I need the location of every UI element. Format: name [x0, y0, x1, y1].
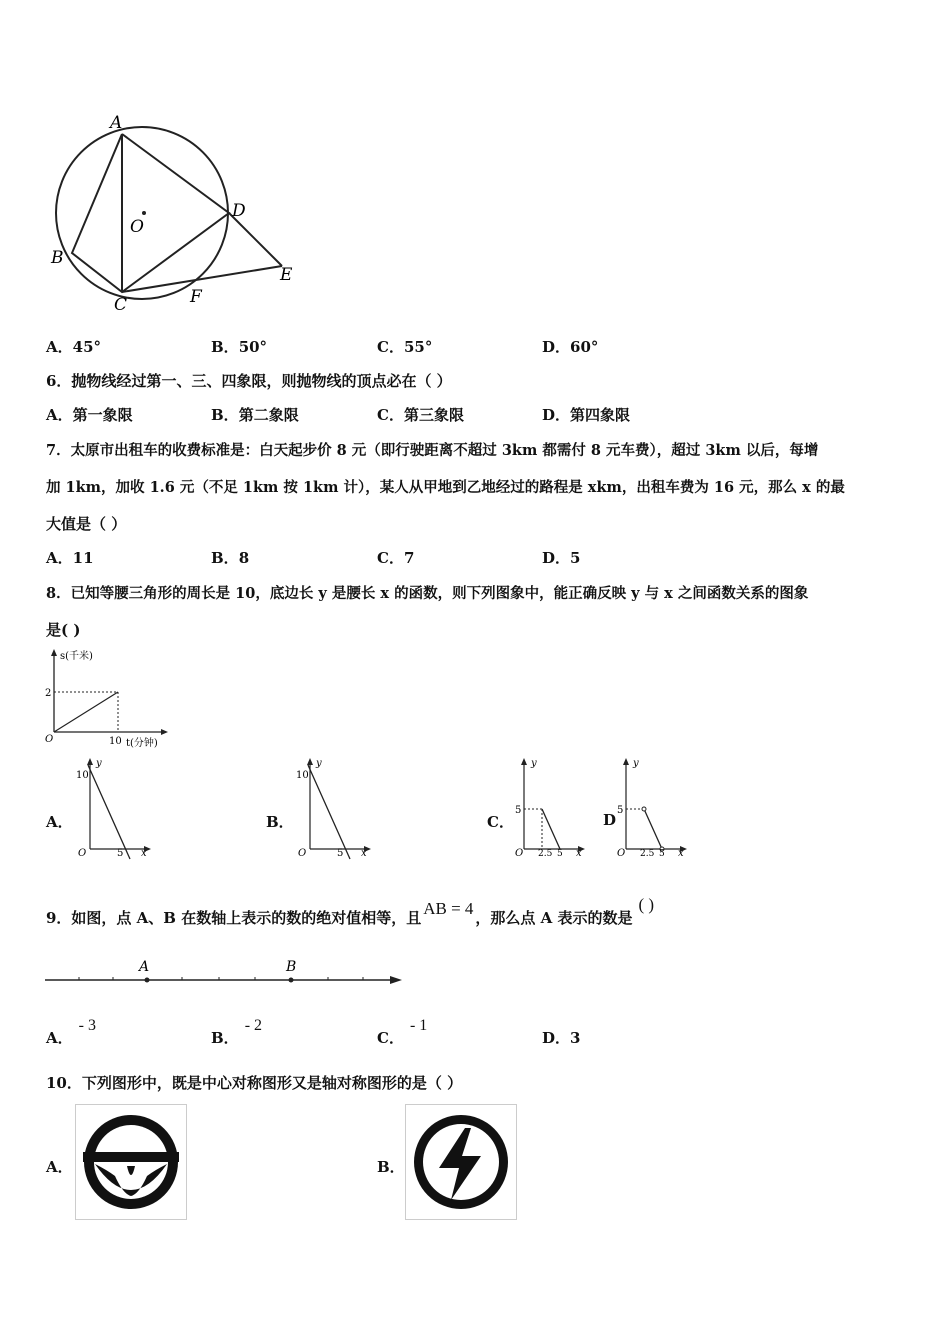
label-C: C — [114, 295, 128, 315]
svg-text:x: x — [361, 848, 367, 859]
ref-xtick: 10 — [109, 736, 122, 747]
q10-stem: 10．下列图形中，既是中心对称图形又是轴对称图形的是（ ） — [46, 1074, 463, 1092]
q8-option-a-graph[interactable] — [72, 755, 157, 860]
svg-text:x: x — [141, 848, 147, 859]
svg-text:x: x — [678, 848, 684, 859]
label-E: E — [280, 265, 293, 285]
emblem-icon[interactable] — [75, 1104, 187, 1220]
point-B-label: B — [286, 959, 297, 975]
q7-option-a[interactable]: A．11 — [46, 549, 94, 567]
q5-circle-figure — [40, 110, 310, 315]
svg-text:y: y — [531, 758, 537, 769]
q8-reference-graph — [40, 647, 175, 750]
q9-stem: 9．如图，点 A、B 在数轴上表示的数的绝对值相等，且 AB = 4 ，那么点 A 表示的数是( ) — [46, 895, 655, 927]
q10-option-a-label[interactable]: A． — [46, 1158, 73, 1176]
q8-stem-line2: 是( ) — [46, 621, 81, 639]
label-O: O — [130, 217, 144, 237]
q5-option-c[interactable]: C．55° — [377, 338, 433, 356]
q7-stem-line1: 7．太原市出租车的收费标准是：白天起步价 8 元（即行驶距离不超过 3km 都需付 8 元车费），超过 3km 以后，每增 — [46, 442, 819, 459]
svg-text:5: 5 — [337, 848, 344, 859]
svg-text:O: O — [515, 848, 524, 859]
q8-option-b-label[interactable]: B． — [266, 813, 294, 831]
svg-text:5: 5 — [617, 805, 624, 816]
ref-origin: O — [45, 734, 54, 745]
label-A: A — [110, 113, 123, 133]
q9-number-line — [40, 955, 410, 995]
svg-text:O: O — [78, 848, 87, 859]
q8-stem-line1: 8．已知等腰三角形的周长是 10，底边长 y 是腰长 x 的函数，则下列图象中，能正确反映 y 与 x 之间函数关系的图象 — [46, 585, 809, 602]
q8-option-d-graph[interactable] — [612, 755, 692, 860]
svg-text:y: y — [316, 758, 322, 769]
svg-text:O: O — [617, 848, 626, 859]
q9-answer-paren: ( ) — [638, 895, 655, 914]
q6-option-a[interactable]: A．第一象限 — [46, 406, 133, 424]
q5-option-b[interactable]: B．50° — [211, 338, 268, 356]
svg-text:O: O — [298, 848, 307, 859]
q5-option-a[interactable]: A．45° — [46, 338, 102, 356]
q6-option-c[interactable]: C．第三象限 — [377, 406, 464, 424]
q9-formula: AB = 4 — [423, 899, 474, 918]
q9-option-b[interactable]: B．- 2 — [211, 1017, 263, 1047]
svg-text:10: 10 — [296, 770, 309, 781]
label-D: D — [232, 201, 246, 221]
ref-ytick: 2 — [45, 688, 52, 699]
q9-option-c[interactable]: C．- 1 — [377, 1017, 428, 1047]
q8-option-c-label[interactable]: C． — [487, 813, 514, 831]
svg-text:10: 10 — [76, 770, 89, 781]
ref-xlabel: t(分钟) — [126, 738, 158, 749]
svg-text:5: 5 — [515, 805, 522, 816]
q8-option-c-graph[interactable] — [510, 755, 590, 860]
q8-option-a-label[interactable]: A． — [46, 813, 73, 831]
svg-text:y: y — [96, 758, 102, 769]
q7-option-b[interactable]: B．8 — [211, 549, 250, 567]
label-B: B — [51, 248, 64, 268]
q8-option-d-label[interactable]: D — [603, 811, 617, 829]
q6-option-d[interactable]: D．第四象限 — [542, 406, 631, 424]
svg-text:5: 5 — [117, 848, 124, 859]
svg-text:2.5: 2.5 — [538, 849, 553, 859]
q7-stem-line3: 大值是（ ） — [46, 515, 127, 533]
q6-option-b[interactable]: B．第二象限 — [211, 406, 299, 424]
q8-option-b-graph[interactable] — [292, 755, 377, 860]
point-A-label: A — [139, 959, 150, 975]
q7-option-d[interactable]: D．5 — [542, 549, 581, 567]
svg-text:y: y — [633, 758, 639, 769]
q10-option-b-label[interactable]: B． — [377, 1158, 405, 1176]
q5-option-d[interactable]: D．60° — [542, 338, 599, 356]
lightning-bolt-icon[interactable] — [405, 1104, 517, 1220]
q7-stem-line2: 加 1km，加收 1.6 元（不足 1km 按 1km 计），某人从甲地到乙地经过的路程是 xkm，出租车费为 16 元，那么 x 的最 — [46, 479, 845, 496]
q9-option-d[interactable]: D．3 — [542, 1029, 581, 1047]
q7-option-c[interactable]: C．7 — [377, 549, 415, 567]
svg-text:2.5: 2.5 — [640, 849, 655, 859]
label-F: F — [190, 287, 202, 307]
q9-option-a[interactable]: A．- 3 — [46, 1017, 96, 1047]
svg-text:5: 5 — [557, 849, 563, 859]
ref-ylabel: s(千米) — [60, 651, 93, 662]
svg-text:5: 5 — [659, 849, 665, 859]
q6-stem: 6．抛物线经过第一、三、四象限，则抛物线的顶点必在（ ） — [46, 372, 452, 390]
svg-text:x: x — [576, 848, 582, 859]
